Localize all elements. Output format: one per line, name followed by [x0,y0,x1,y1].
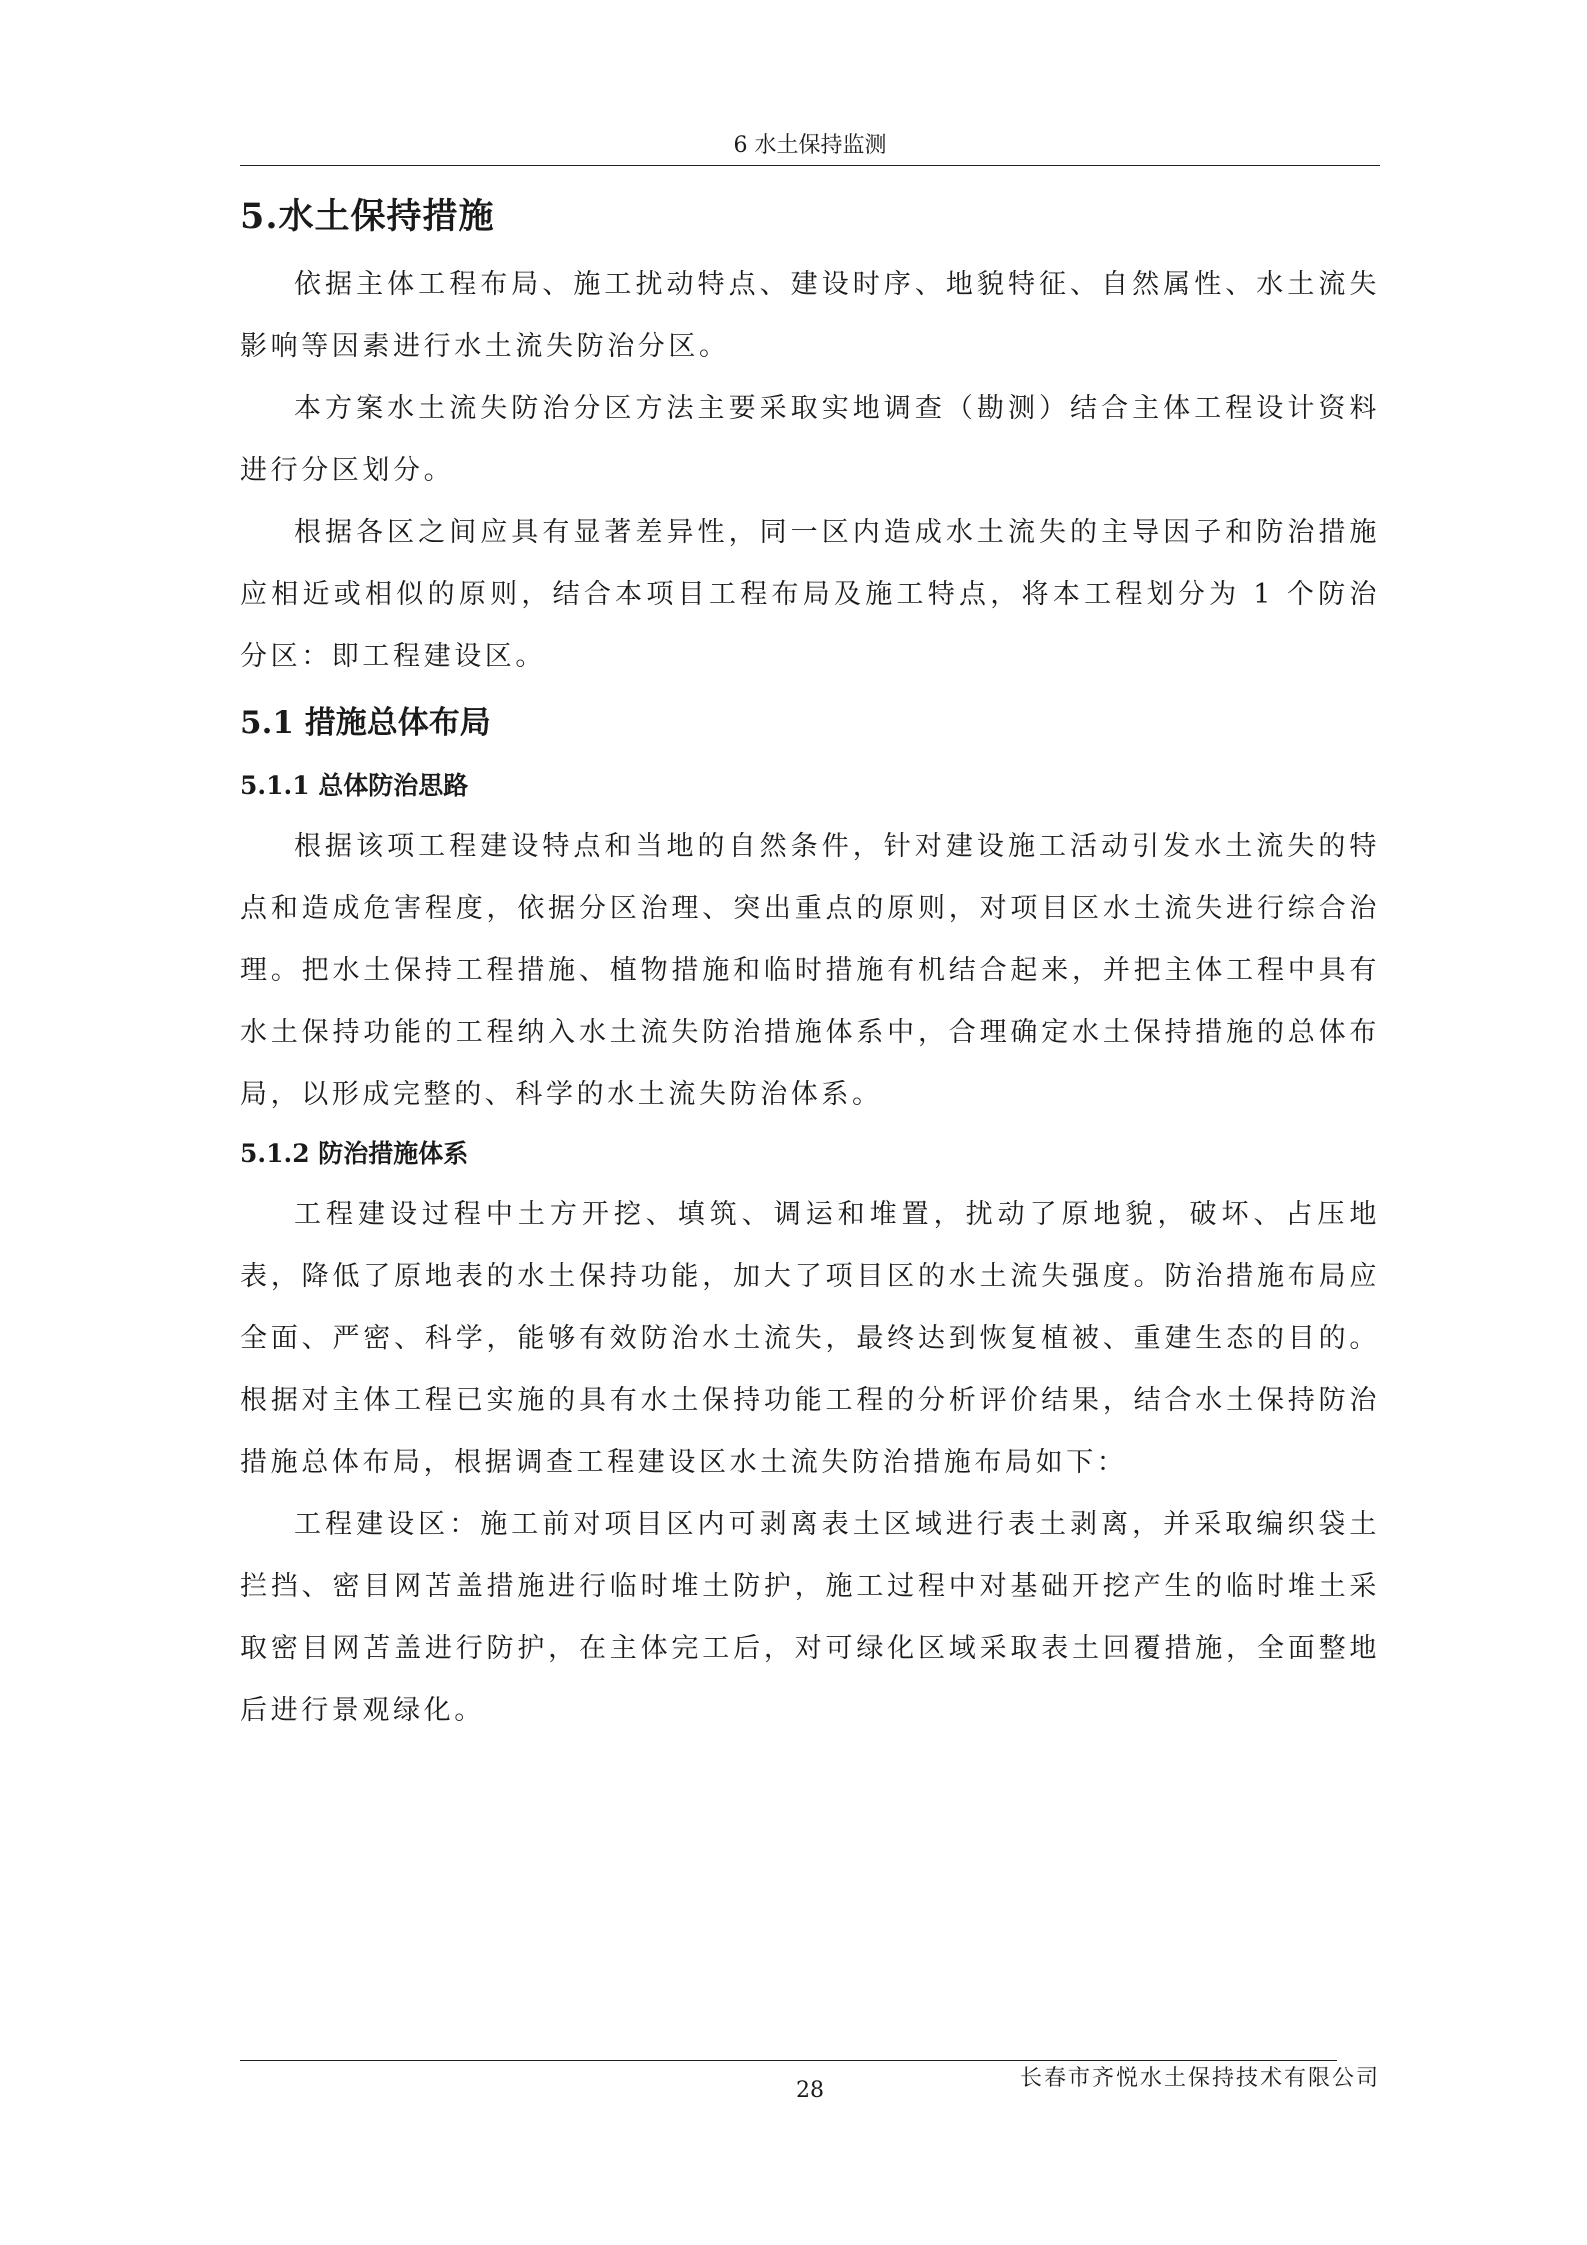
subsubsection-title: 5.1.2 防治措施体系 [240,1139,469,1168]
footer-divider [240,2060,1337,2061]
paragraph: 根据该项工程建设特点和当地的自然条件，针对建设施工活动引发水土流失的特点和造成危害程度，依据分区治理、突出重点的原则，对项目区水土流失进行综合治理。把水土保持工程措施、植物措施和临时措施有机结合起来，并把主体工程中具有水土保持功能的工程纳入水土流失防治措施体系中，合理确定水土保持措施的总体布局，以形成完整的、科学的水土流失防治体系。 [240,831,1380,1110]
paragraph: 工程建设过程中土方开挖、填筑、调运和堆置，扰动了原地貌，破坏、占压地表，降低了原地表的水土保持功能，加大了项目区的水土流失强度。防治措施布局应全面、严密、科学，能够有效防治水土流失，最终达到恢复植被、重建生态的目的。根据对主体工程已实施的具有水土保持功能工程的分析评价结果，结合水土保持防治措施总体布局，根据调查工程建设区水土流失防治措施布局如下： [240,1199,1380,1478]
footer-company: 长春市齐悦水土保持技术有限公司 [1019,2066,1380,2091]
subsection-title: 5.1 措施总体布局 [240,705,491,741]
page-number: 28 [796,2078,824,2103]
section-title: 5.水土保持措施 [240,196,495,237]
page-body [240,186,1380,1742]
paragraph: 根据各区之间应具有显著差异性，同一区内造成水土流失的主导因子和防治措施应相近或相似的原则，结合本项目工程布局及施工特点，将本工程划分为 1 个防治分区：即工程建设区。 [240,517,1380,672]
paragraph: 本方案水土流失防治分区方法主要采取实地调查（勘测）结合主体工程设计资料进行分区划分。 [240,393,1380,486]
running-header: 6 水土保持监测 [733,133,887,158]
subsubsection-title: 5.1.1 总体防治思路 [240,771,469,800]
paragraph: 依据主体工程布局、施工扰动特点、建设时序、地貌特征、自然属性、水土流失影响等因素进行水土流失防治分区。 [240,269,1380,362]
paragraph: 工程建设区：施工前对项目区内可剥离表土区域进行表土剥离，并采取编织袋土拦挡、密目网苫盖措施进行临时堆土防护，施工过程中对基础开挖产生的临时堆土采取密目网苫盖进行防护，在主体完工后，对可绿化区域采取表土回覆措施，全面整地后进行景观绿化。 [240,1509,1380,1726]
header-divider [240,165,1380,166]
